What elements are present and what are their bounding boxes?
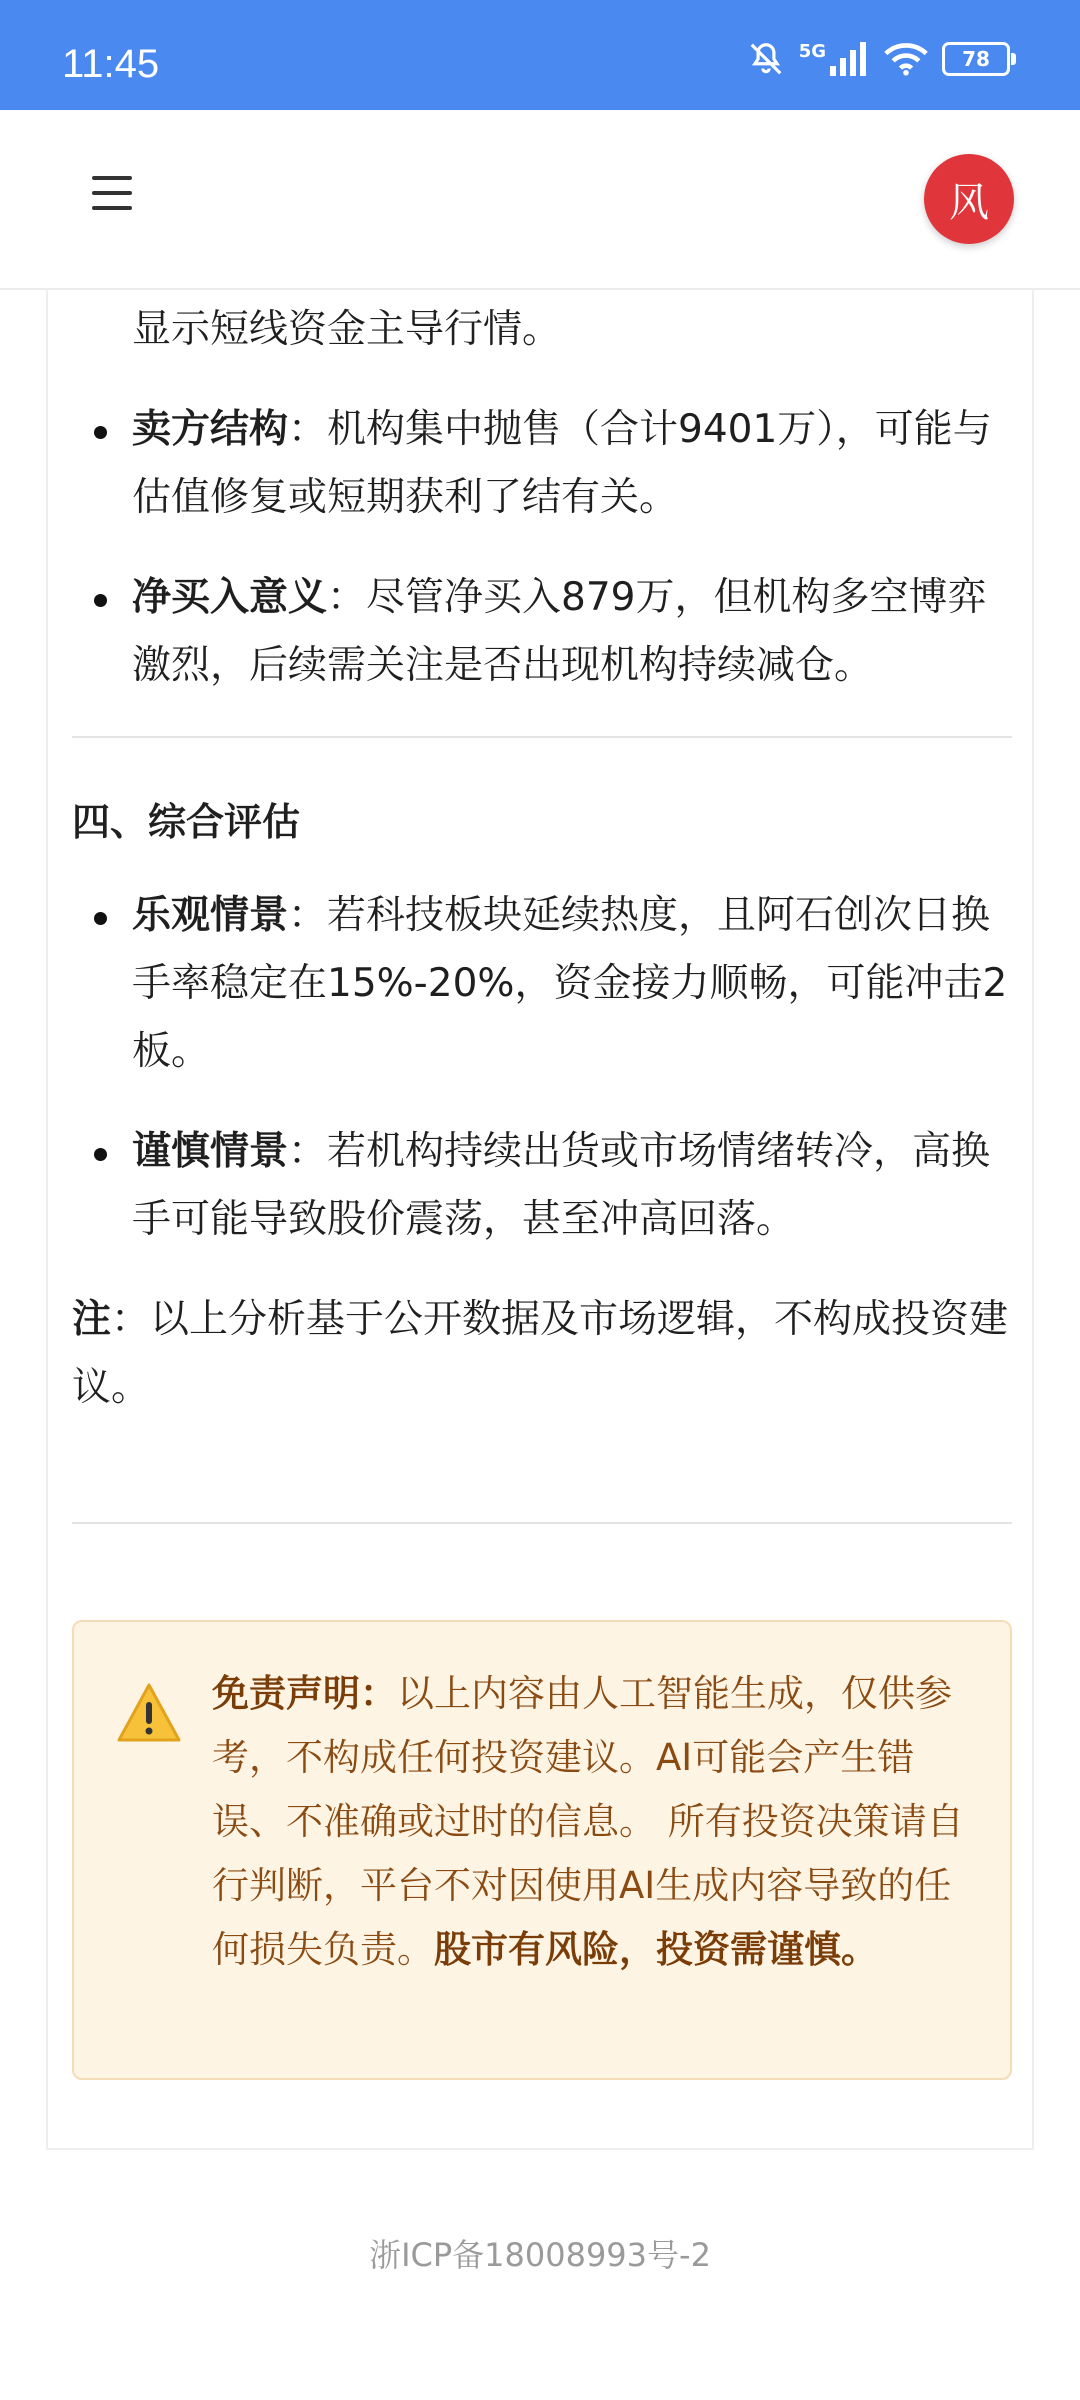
bullet-text: ：机构集中抛售（合计9401万），可能与估值修复或短期获利了结有关。 xyxy=(132,407,992,520)
app-header xyxy=(0,110,1080,290)
avatar[interactable] xyxy=(924,154,1014,244)
bell-muted-icon xyxy=(747,40,785,78)
icp-footer[interactable]: 浙ICP备18008993号-2 xyxy=(369,2236,711,2274)
bullet-text: ：尽管净买入879万，但机构多空博弈激烈，后续需关注是否出现机构持续减仓。 xyxy=(132,575,987,688)
list-item-net-buy xyxy=(72,564,1012,700)
disclaimer-body: 以上内容由人工智能生成，仅供参考，不构成任何投资建议。AI可能会产生错误、不准确或过时的信息。 所有投资决策请自行判断，平台不对因使用AI生成内容导致的任何损失负责。 xyxy=(212,1672,964,1971)
disclaimer-text xyxy=(212,1662,982,1982)
signal-icon xyxy=(830,42,870,76)
bullet-label: 乐观情景 xyxy=(132,893,289,938)
analysis-content xyxy=(72,228,1012,1560)
bullet-label: 卖方结构 xyxy=(132,407,289,452)
section-title: 四、综合评估 xyxy=(72,800,301,844)
partial-line-2: 显示短线资金主导行情。 xyxy=(132,307,562,352)
battery-level: 78 xyxy=(962,47,990,71)
divider xyxy=(72,736,1012,738)
status-icons xyxy=(747,40,1010,78)
status-bar xyxy=(0,0,1080,110)
content-card xyxy=(46,288,1034,2150)
note-label: 注 xyxy=(72,1297,112,1342)
bullet-text: ：若机构持续出货或市场情绪转冷，高换手可能导致股价震荡，甚至冲高回落。 xyxy=(132,1129,991,1242)
network-label: 5G xyxy=(798,40,826,62)
bullet-label: 净买入意义 xyxy=(132,575,328,620)
bullet-text: ：若科技板块延续热度，且阿石创次日换手率稳定在15%-20%，资金接力顺畅，可能冲击2板。 xyxy=(132,893,1008,1074)
avatar-text: 风 xyxy=(949,179,989,226)
hamburger-menu-icon[interactable] xyxy=(92,176,132,216)
status-time: 11:45 xyxy=(62,42,160,86)
disclaimer-emphasis: 股市有风险，投资需谨慎。 xyxy=(434,1928,878,1971)
note-text: ：以上分析基于公开数据及市场逻辑，不构成投资建议。 xyxy=(72,1297,1009,1410)
warning-icon xyxy=(116,1682,182,1744)
list-item-seller-structure xyxy=(72,396,1012,532)
wifi-icon xyxy=(884,42,928,76)
disclaimer-box xyxy=(72,1620,1012,2080)
divider xyxy=(72,1522,1012,1524)
bullet-label: 谨慎情景 xyxy=(132,1129,289,1174)
list-item-cautious xyxy=(72,1118,1012,1254)
list-item-optimistic xyxy=(72,882,1012,1086)
disclaimer-title: 免责声明： xyxy=(212,1672,397,1715)
battery-icon xyxy=(942,42,1010,76)
note-paragraph xyxy=(72,1286,1012,1422)
